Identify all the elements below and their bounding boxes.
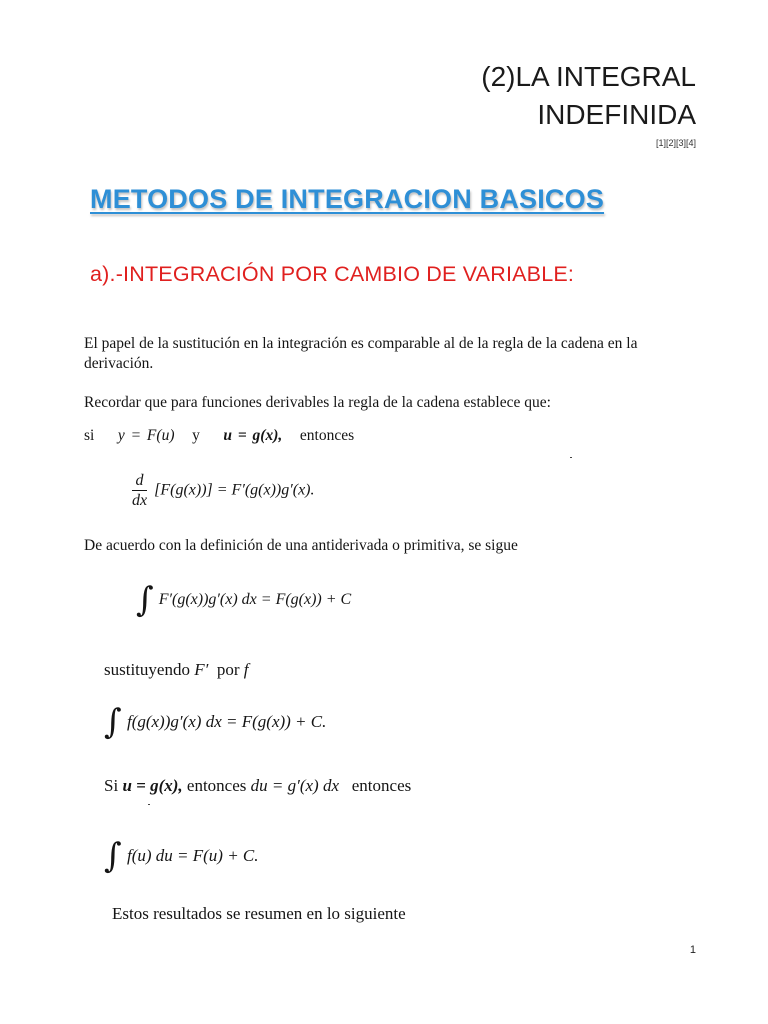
formula-integral-3-expr: f(u) du = F(u) + C. bbox=[126, 846, 259, 865]
page-title bbox=[481, 58, 696, 134]
f-prime-symbol: F′ bbox=[194, 660, 209, 679]
stray-mark bbox=[570, 457, 572, 458]
antiderivative-paragraph: De acuerdo con la definición de una antiderivada o primitiva, se sigue bbox=[84, 537, 518, 554]
integral-sign: ∫ bbox=[136, 580, 154, 620]
integral-sign: ∫ bbox=[104, 702, 122, 742]
page-number: 1 bbox=[689, 944, 696, 956]
if-u-suffix: entonces bbox=[351, 776, 412, 795]
references: [1][2][3][4] bbox=[655, 138, 696, 148]
title-line-1: (2)LA INTEGRAL bbox=[481, 61, 696, 92]
formula-integral-3 bbox=[104, 836, 259, 876]
if-u-line bbox=[104, 776, 411, 796]
substituting-por: por bbox=[216, 660, 240, 679]
substituting-prefix: sustituyendo bbox=[104, 660, 190, 679]
formula-integral-1-expr: F′(g(x))g′(x) dx = F(g(x)) + C bbox=[158, 591, 352, 608]
fraction-bar bbox=[132, 490, 147, 491]
fraction-denominator: dx bbox=[132, 492, 148, 509]
fraction-numerator: d bbox=[135, 472, 144, 489]
main-heading: METODOS DE INTEGRACION BASICOS bbox=[90, 184, 605, 214]
if-u-mid: entonces bbox=[186, 776, 247, 795]
formula-chain-rule-expr: [F(g(x))] = F′(g(x))g′(x). bbox=[154, 481, 315, 499]
si-equation-1: y = F(u) bbox=[117, 427, 175, 444]
if-u-si: Si bbox=[104, 776, 119, 795]
si-line bbox=[84, 426, 354, 446]
derivative-fraction bbox=[132, 472, 147, 509]
si-and: y bbox=[192, 427, 200, 444]
formula-integral-2 bbox=[104, 702, 326, 742]
si-equation-2: u = g(x), bbox=[223, 427, 283, 444]
if-u-equation-2: du = g′(x) dx bbox=[250, 776, 339, 795]
f-symbol: f bbox=[243, 660, 249, 679]
sub-heading: a).-INTEGRACIÓN POR CAMBIO DE VARIABLE: bbox=[90, 262, 575, 286]
formula-chain-rule bbox=[132, 472, 315, 509]
si-suffix: entonces bbox=[299, 427, 355, 444]
title-line-2: INDEFINIDA bbox=[537, 99, 696, 130]
si-prefix: si bbox=[84, 427, 95, 444]
summary-paragraph: Estos resultados se resumen en lo siguiente bbox=[112, 904, 406, 923]
formula-integral-2-expr: f(g(x))g′(x) dx = F(g(x)) + C. bbox=[126, 712, 327, 731]
intro-paragraph: El papel de la sustitución en la integración es comparable al de la regla de la cadena en la derivación. bbox=[84, 335, 638, 372]
formula-integral-1 bbox=[136, 580, 351, 620]
integral-sign: ∫ bbox=[104, 836, 122, 876]
stray-mark bbox=[148, 804, 150, 805]
chain-rule-paragraph: Recordar que para funciones derivables la regla de la cadena establece que: bbox=[84, 394, 551, 411]
substituting-line bbox=[104, 660, 248, 680]
if-u-equation-1: u = g(x), bbox=[122, 776, 183, 795]
